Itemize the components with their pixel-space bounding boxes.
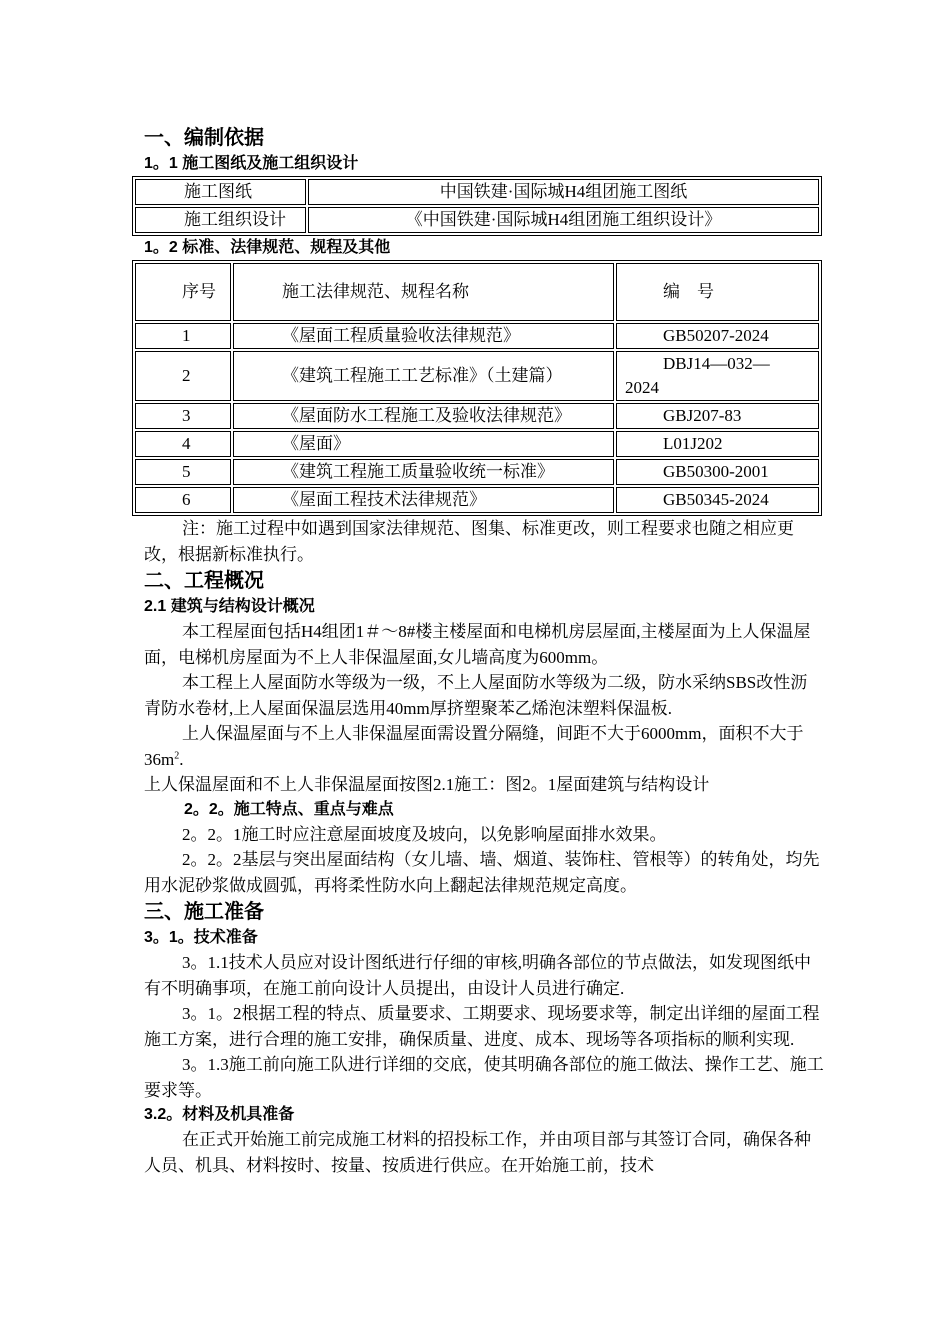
cell-code: L01J202 bbox=[616, 431, 819, 457]
header-code: 编 号 bbox=[616, 263, 819, 321]
table-cell-value: 中国铁建·国际城H4组团施工图纸 bbox=[308, 179, 819, 205]
table-row bbox=[135, 487, 819, 513]
cell-code: GB50207-2024 bbox=[616, 323, 819, 349]
superscript: 2 bbox=[174, 749, 180, 761]
cell-name: 《屋面工程质量验收法律规范》 bbox=[233, 323, 614, 349]
cell-code: GB50345-2024 bbox=[616, 487, 819, 513]
cell-no: 6 bbox=[135, 487, 231, 513]
paragraph-end: . bbox=[179, 749, 184, 769]
section-3-2-heading: 3.2。材料及机具准备 bbox=[144, 1106, 295, 1123]
section-3-1-heading: 3。1。技术准备 bbox=[144, 929, 258, 946]
table-row bbox=[135, 403, 819, 429]
table-cell-label: 施工组织设计 bbox=[135, 207, 306, 233]
cell-code: GBJ207-83 bbox=[616, 403, 819, 429]
table-row bbox=[135, 459, 819, 485]
cell-code-line1: DBJ14—032— bbox=[663, 354, 770, 373]
table-row bbox=[135, 323, 819, 349]
cell-name: 《屋面》 bbox=[233, 431, 614, 457]
section-3-heading: 三、施工准备 bbox=[144, 901, 264, 923]
cell-name: 《屋面工程技术法律规范》 bbox=[233, 487, 614, 513]
table-row bbox=[135, 207, 819, 233]
paragraph-text: 上人保温屋面与不上人非保温屋面需设置分隔缝，间距不大于6000mm，面积不大于36m bbox=[144, 724, 804, 769]
table-header-row bbox=[135, 263, 819, 321]
paragraph: 在正式开始施工前完成施工材料的招投标工作，并由项目部与其签订合同，确保各种人员、机具、材料按时、按量、按质进行供应。在开始施工前，技术 bbox=[144, 1130, 811, 1175]
section-1-1-heading: 1。1 施工图纸及施工组织设计 bbox=[144, 155, 359, 172]
paragraph: 3。1.1技术人员应对设计图纸进行仔细的审核,明确各部位的节点做法，如发现图纸中有不明确事项，在施工前向设计人员提出，由设计人员进行确定. bbox=[144, 953, 811, 998]
cell-no: 4 bbox=[135, 431, 231, 457]
standards-table bbox=[132, 260, 822, 516]
cell-code: GB50300-2001 bbox=[616, 459, 819, 485]
drawings-table bbox=[132, 176, 822, 236]
paragraph: 2。2。1施工时应注意屋面坡度及坡向，以免影响屋面排水效果。 bbox=[182, 824, 667, 844]
table-row bbox=[135, 431, 819, 457]
note-paragraph: 注：施工过程中如遇到国家法律规范、图集、标准更改，则工程要求也随之相应更改，根据新标准执行。 bbox=[144, 519, 794, 564]
section-1-2-heading: 1。2 标准、法律规范、规程及其他 bbox=[144, 239, 391, 256]
paragraph: 本工程屋面包括H4组团1＃～8#楼主楼屋面和电梯机房层屋面,主楼屋面为上人保温屋面，电梯机房屋面为不上人非保温屋面,女儿墙高度为600mm。 bbox=[144, 622, 811, 667]
cell-name: 《建筑工程施工工艺标准》（土建篇） bbox=[233, 351, 614, 401]
paragraph: 本工程上人屋面防水等级为一级，不上人屋面防水等级为二级，防水采纳SBS改性沥青防水卷材,上人屋面保温层选用40mm厚挤塑聚苯乙烯泡沫塑料保温板. bbox=[144, 673, 808, 718]
document-page bbox=[144, 118, 824, 1178]
section-2-heading: 二、工程概况 bbox=[144, 570, 264, 592]
cell-no: 3 bbox=[135, 403, 231, 429]
cell-code bbox=[616, 351, 819, 401]
cell-no: 5 bbox=[135, 459, 231, 485]
cell-code-line2: 2024 bbox=[625, 378, 659, 397]
cell-no: 1 bbox=[135, 323, 231, 349]
paragraph: 3。1。2根据工程的特点、质量要求、工期要求、现场要求等，制定出详细的屋面工程施工方案，进行合理的施工安排，确保质量、进度、成本、现场等各项指标的顺利实现. bbox=[144, 1004, 820, 1049]
header-name: 施工法律规范、规程名称 bbox=[233, 263, 614, 321]
table-row bbox=[135, 179, 819, 205]
table-cell-label: 施工图纸 bbox=[135, 179, 306, 205]
table-row bbox=[135, 351, 819, 401]
header-no: 序号 bbox=[135, 263, 231, 321]
cell-name: 《屋面防水工程施工及验收法律规范》 bbox=[233, 403, 614, 429]
section-1-heading: 一、编制依据 bbox=[144, 127, 264, 149]
cell-no: 2 bbox=[135, 351, 231, 401]
section-2-2-heading: 2。2。施工特点、重点与难点 bbox=[184, 800, 394, 818]
paragraph: 3。1.3施工前向施工队进行详细的交底，使其明确各部位的施工做法、操作工艺、施工要求等。 bbox=[144, 1055, 824, 1100]
table-cell-value: 《中国铁建·国际城H4组团施工组织设计》 bbox=[308, 207, 819, 233]
paragraph bbox=[144, 721, 824, 772]
paragraph: 2。2。2基层与突出屋面结构（女儿墙、墙、烟道、装饰柱、管根等）的转角处，均先用水泥砂浆做成圆弧，再将柔性防水向上翻起法律规范规定高度。 bbox=[144, 850, 820, 895]
section-2-1-heading: 2.1 建筑与结构设计概况 bbox=[144, 598, 315, 615]
paragraph: 上人保温屋面和不上人非保温屋面按图2.1施工：图2。1屋面建筑与结构设计 bbox=[144, 775, 710, 794]
cell-name: 《建筑工程施工质量验收统一标准》 bbox=[233, 459, 614, 485]
